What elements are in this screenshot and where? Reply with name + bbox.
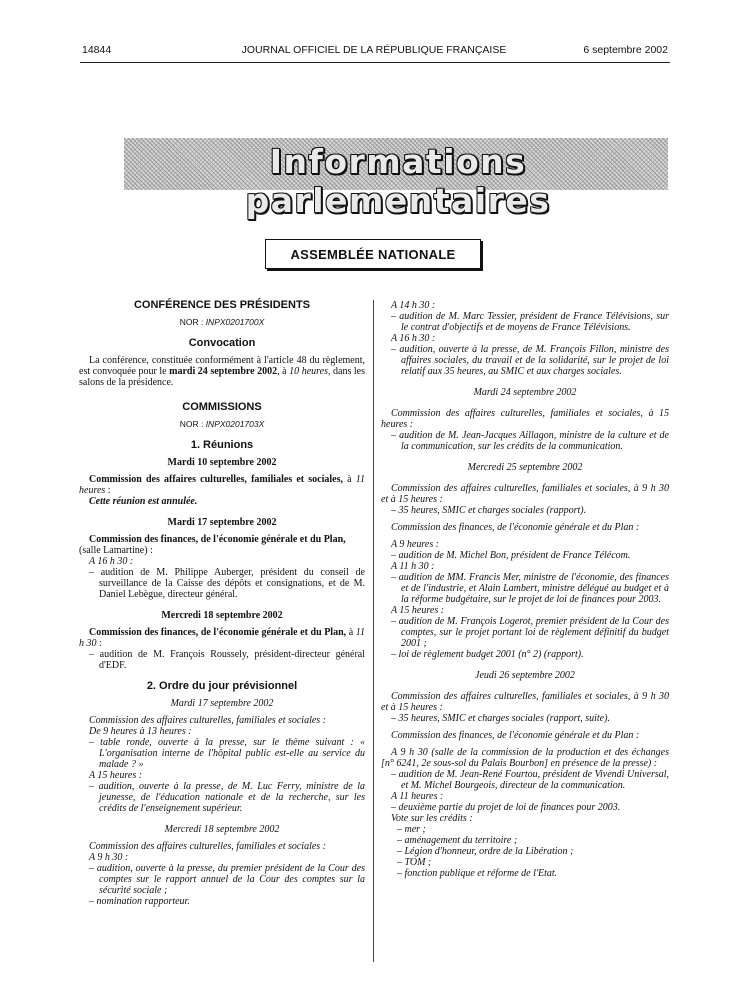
convocation-part: , à bbox=[277, 366, 287, 377]
date-heading: Mercredi 25 septembre 2002 bbox=[467, 462, 583, 473]
date-heading: Mardi 17 septembre 2002 bbox=[167, 517, 277, 528]
commission-name: Commission des affaires culturelles, familiales et sociales : bbox=[89, 715, 327, 726]
section-banner bbox=[124, 138, 668, 220]
convocation-hour: 10 heures bbox=[289, 366, 328, 377]
text: : bbox=[96, 638, 102, 649]
date-heading: Mardi 24 septembre 2002 bbox=[473, 387, 577, 398]
header-rule bbox=[80, 62, 670, 63]
hour: 11 heures bbox=[79, 474, 365, 496]
commission-name: Commission des finances, de l'économie générale et du Plan : bbox=[391, 522, 640, 533]
nor-label: NOR : bbox=[179, 419, 204, 429]
page-number: 14844 bbox=[82, 44, 112, 56]
credit-item: – aménagement du territoire ; bbox=[397, 835, 518, 846]
agenda-item: – table ronde, ouverte à la presse, sur le thème suivant : « L'organisation interne de l'hôpital public est-elle au service du malade ? » bbox=[89, 737, 365, 770]
hour: A 9 heures : bbox=[391, 539, 440, 550]
agenda-item: – loi de règlement budget 2001 (n° 2) (rapport). bbox=[391, 649, 584, 660]
agenda-item: – audition de M. Jean-René Fourtou, président de Vivendi Universal, et M. Michel Bourgeois, directeur de la communication. bbox=[391, 769, 669, 791]
column-divider bbox=[373, 300, 374, 962]
nor-code: INPX0201700X bbox=[205, 317, 265, 327]
convocation-date: mardi 24 septembre 2002 bbox=[169, 366, 278, 377]
commissions-title: COMMISSIONS bbox=[182, 401, 262, 413]
commission-name: Commission des finances, de l'économie générale et du Plan, bbox=[89, 534, 346, 545]
left-column bbox=[79, 300, 365, 907]
issue-date: 6 septembre 2002 bbox=[583, 44, 668, 56]
conference-title: CONFÉRENCE DES PRÉSIDENTS bbox=[133, 299, 311, 311]
commission-name: Commission des affaires culturelles, familiales et sociales, bbox=[89, 474, 343, 485]
agenda-item: – audition, ouverte à la presse, du premier président de la Cour des comptes sur le rapport annuel de la Cour des comptes sur la sécurité sociale ; bbox=[89, 863, 365, 896]
commission-entry bbox=[79, 627, 365, 649]
agenda-item: – audition, ouverte à la presse, de M. François Fillon, ministre des affaires sociales, du travail et de la solidarité, sur le projet de loi relatif aux 35 heures, au SMIC et aux charges sociales. bbox=[391, 344, 669, 377]
text: à bbox=[347, 474, 352, 485]
date-heading: Mercredi 18 septembre 2002 bbox=[161, 610, 283, 621]
room: (salle Lamartine) : bbox=[79, 545, 153, 556]
commission-entry bbox=[79, 474, 365, 496]
right-column bbox=[381, 300, 669, 879]
vote-label: Vote sur les crédits : bbox=[391, 813, 473, 824]
agenda-item: – 35 heures, SMIC et charges sociales (rapport, suite). bbox=[391, 713, 610, 724]
date-heading: Mercredi 18 septembre 2002 bbox=[164, 824, 280, 835]
conference-nor bbox=[79, 317, 365, 328]
hour: A 14 h 30 : bbox=[391, 300, 436, 311]
agenda-item: – audition de M. Michel Bon, président de France Télécom. bbox=[391, 550, 631, 561]
date-heading: Mardi 17 septembre 2002 bbox=[170, 698, 274, 709]
credit-item: – fonction publique et réforme de l'Etat. bbox=[397, 868, 558, 879]
agenda-item: – audition de M. François Logerot, premier président de la Cour des comptes, sur le projet portant loi de règlement définitif du budget 2001 ; bbox=[391, 616, 669, 649]
hour: A 11 heures : bbox=[391, 791, 444, 802]
date-heading: Mardi 10 septembre 2002 bbox=[167, 457, 277, 468]
agenda-item: – audition de M. François Roussely, président-directeur général d'EDF. bbox=[89, 649, 365, 671]
assembly-box: ASSEMBLÉE NATIONALE bbox=[265, 239, 481, 269]
hour: 11 h 30 bbox=[79, 627, 365, 649]
page-header bbox=[0, 44, 748, 60]
agenda-item: – nomination rapporteur. bbox=[89, 896, 190, 907]
hour: A 11 h 30 : bbox=[391, 561, 435, 572]
commission-name: Commission des finances, de l'économie générale et du Plan, bbox=[89, 627, 347, 638]
hour: A 16 h 30 : bbox=[391, 333, 436, 344]
banner-title: Informations parlementaires bbox=[245, 142, 551, 220]
journal-title: JOURNAL OFFICIEL DE LA RÉPUBLIQUE FRANÇAISE bbox=[241, 44, 507, 56]
nor-code: INPX0201703X bbox=[205, 419, 265, 429]
commission-name: Commission des affaires culturelles, familiales et sociales : bbox=[89, 841, 327, 852]
agenda-item: – audition de M. Jean-Jacques Aillagon, ministre de la culture et de la communication, sur les crédits de la communication. bbox=[391, 430, 669, 452]
agenda-item: – audition de M. Philippe Auberger, président du conseil de surveillance de la Caisse des dépôts et consignations, et de M. Daniel Lebègue, directeur général. bbox=[89, 567, 365, 600]
agenda-item: – 35 heures, SMIC et charges sociales (rapport). bbox=[391, 505, 587, 516]
hour: A 9 h 30 : bbox=[89, 852, 129, 863]
convocation-part: La conférence, constituée conformément à l'article 48 du règlement, est convoquée pour le bbox=[79, 355, 365, 377]
hour: A 15 heures : bbox=[391, 605, 445, 616]
commission-name: Commission des finances, de l'économie générale et du Plan : bbox=[391, 730, 640, 741]
cancel-note: Cette réunion est annulée. bbox=[89, 496, 198, 507]
convocation-part: , dans les salons de la présidence. bbox=[79, 366, 365, 388]
credit-item: – TOM ; bbox=[397, 857, 432, 868]
agenda-item: – audition de MM. Francis Mer, ministre de l'économie, des finances et de l'industrie, et Alain Lambert, ministre délégué au budget et à la réforme budgétaire, sur le projet de loi de finances pour 2003. bbox=[391, 572, 669, 605]
text: : bbox=[105, 485, 111, 496]
hour: De 9 heures à 13 heures : bbox=[89, 726, 192, 737]
commissions-nor bbox=[79, 419, 365, 430]
commission-name: Commission des affaires culturelles, familiales et sociales, à 15 heures : bbox=[381, 408, 669, 430]
nor-label: NOR : bbox=[179, 317, 204, 327]
agenda-item: – audition de M. Marc Tessier, président de France Télévisions, sur le contrat d'objectifs et de moyens de France Télévisions. bbox=[391, 311, 669, 333]
date-heading: Jeudi 26 septembre 2002 bbox=[475, 670, 575, 681]
hour: A 9 h 30 (salle de la commission de la production et des échanges [n° 6241, 2e sous-sol du Palais Bourbon] en présence de la presse) : bbox=[381, 747, 669, 769]
agenda-item: – deuxième partie du projet de loi de finances pour 2003. bbox=[391, 802, 621, 813]
hour: A 16 h 30 : bbox=[89, 556, 134, 567]
reunions-heading: 1. Réunions bbox=[190, 439, 254, 451]
agenda-item: – audition, ouverte à la presse, de M. Luc Ferry, ministre de la jeunesse, de l'éducation nationale et de la recherche, sur les crédits de l'enseignement supérieur. bbox=[89, 781, 365, 814]
convocation-heading: Convocation bbox=[188, 337, 256, 349]
convocation-text bbox=[79, 355, 365, 388]
commission-name: Commission des affaires culturelles, familiales et sociales, à 9 h 30 et à 15 heures : bbox=[381, 691, 669, 713]
credit-item: – mer ; bbox=[397, 824, 426, 835]
credit-item: – Légion d'honneur, ordre de la Libération ; bbox=[397, 846, 574, 857]
ordre-heading: 2. Ordre du jour prévisionnel bbox=[146, 680, 298, 692]
commission-name: Commission des affaires culturelles, familiales et sociales, à 9 h 30 et à 15 heures : bbox=[381, 483, 669, 505]
hour: A 15 heures : bbox=[89, 770, 143, 781]
text: à bbox=[348, 627, 354, 638]
